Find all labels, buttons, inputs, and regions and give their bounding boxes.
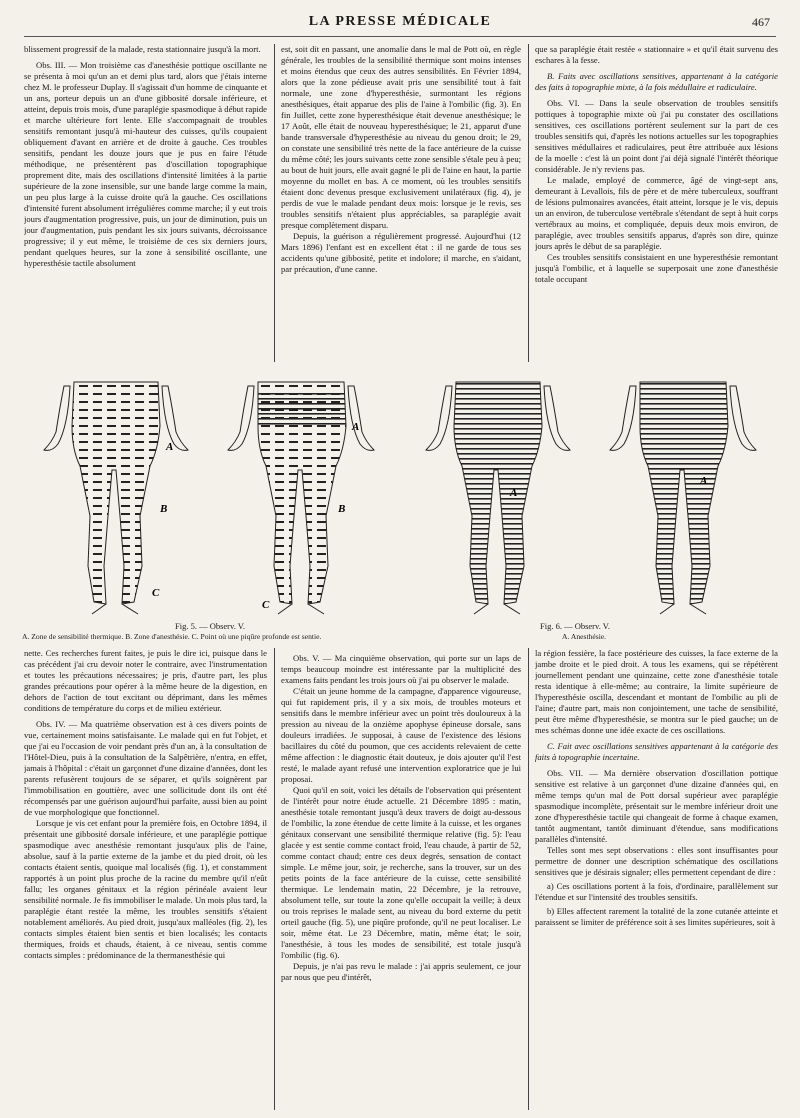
paragraph: Ces troubles sensitifs consistaient en une hyperesthésie remontant jusqu'à l'ombilic, et à laquelle se superposait une zone d'anesthésie totale occupant <box>535 252 778 284</box>
paragraph: est, soit dit en passant, une anomalie dans le mal de Pott où, en règle générale, les troubles de la sensibilité thermique sont moins intenses et moins étendus que ceux des autres sensibilités. En Février 1894, alors que la zone pédieuse avait pris une sensibilité tout à fait normale, une zone d'hyperesthésie, surmontant les régions anesthésiques, était apparue des plis de l'aine à l'ombilic (fig. 3). En fin Juillet, cette zone hyperesthésique était devenue anesthésique; le 17 Août, elle était de nouveau hyperesthésique; le 21, apparut d'une bande transversale d'hyperesthésie au niveau du genou droit; le 29, on constate une sensibilité très nette de la face antérieure de la cuisse du même côté; les jours suivants cette zone sensible s'étale peu à peu; au bout de huit jours, elle avait gagné le pli de l'aine en haut, la partie moyenne du mollet en bas. A ce moment, où les troubles sensitifs étaient donc devenus presque exclusivement unilatéraux (fig. 4), je perdis de vue le malade pendant deux mois: lorsque je le revis, ses troubles sensitifs n'étaient plus appréciables, sa paraplégie avait presque complètement disparu. <box>281 44 521 230</box>
fig5-label-a2: A <box>352 421 360 433</box>
top-column-2 <box>281 44 521 362</box>
figure-5 <box>22 366 397 622</box>
paragraph: Obs. V. — Ma cinquième observation, qui porte sur un laps de temps beaucoup moindre est intéressante par la multiplicité des examens faits pendant les trois jours où j'ai pu observer le malade. <box>281 653 521 685</box>
fig6-label-a2: A <box>700 475 708 487</box>
paragraph: Quoi qu'il en soit, voici les détails de l'observation qui présentent de l'intérêt pour notre étude actuelle. 21 Décembre 1895 : matin, anesthésie totale remontant jusqu'à deux travers de doigt au-dessous de l'ombilic, la zone étendue de cette limite à la cuisse, et les organes génitaux conservant une sensibilité thermique relative (fig. 5): l'eau glacée y est sentie comme contact froid, l'eau chaude, à partir de 52, comme contact chaud; entre ces deux degrés, sensation de contact simple. Le même jour, soir, je recherche, sans la trouver, sur un des petits points de la face antérieure de la cuisse, cette sensibilité thermique. Le lendemain matin, 22 Décembre, je la retrouve, absolument telle, sur toute la zone qu'elle occupait la veille; à deux ou trois reprises le malade sent, au niveau du bord externe du petit orteil gauche (fig. 5), une piqûre profonde, qu'il ne peut localiser. Le soir, même état. Le 23 Décembre, matin, même état; le soir, l'anesthésie, à tous les modes de sensibilité, est totale jusqu'à l'ombilic (fig. 6). <box>281 785 521 960</box>
paragraph: Telles sont mes sept observations : elles sont insuffisantes pour permettre de donner une description schématique des oscillations sensitives que je désirais signaler; elles permettent cependant de dire : <box>535 845 778 877</box>
column-divider <box>528 648 529 1110</box>
body-back-view <box>610 382 756 614</box>
column-divider <box>274 648 275 1110</box>
fig5-label-c2: C <box>262 599 270 611</box>
paragraph: blissement progressif de la malade, resta stationnaire jusqu'à la mort. <box>24 44 261 54</box>
paragraph: Depuis, je n'ai pas revu le malade : j'ai appris seulement, ce jour par nous que peu d'intérêt, <box>281 961 521 982</box>
body-back-view <box>228 382 374 614</box>
bottom-column-3 <box>535 648 778 1110</box>
paragraph: a) Ces oscillations portent à la fois, d'ordinaire, parallèlement sur l'étendue et sur l'intensité des troubles sensitifs. <box>535 881 778 902</box>
paragraph: Le malade, employé de commerce, âgé de vingt-sept ans, demeurant à Levallois, fils de père et de mère tuberculeux, souffrant de lésions pulmonaires avancées, était atteint, lorsque je le vis, depuis un an environ, de tuberculose vertébrale s'étendant de sept à huit corps vertébraux au moins, et compliquée, depuis deux mois environ, de paraplégie, avec troubles sensitifs apparus, d'après son dire, quinze jours après le début de sa paraplégie. <box>535 175 778 251</box>
fig5-caption: Fig. 5. — Observ. V. <box>175 621 245 631</box>
paragraph: C'était un jeune homme de la campagne, d'apparence vigoureuse, qui fut rapidement pris, il y a six mois, de troubles moteurs et sensitifs dans le membre inférieur avec un point très douloureux à la pression au niveau de la onzième apophyse épineuse dorsale, sans douleurs irradiées. Je supposai, à cause de l'existence des lésions bacillaires du côté du poumon, que ces accidents relevaient de cette même affection : le diagnostic était douteux, je dois ajouter qu'il l'est resté, le malade ayant refusé une intervention exploratrice que je lui proposai. <box>281 686 521 784</box>
bottom-column-2 <box>281 648 521 1110</box>
paragraph: nette. Ces recherches furent faites, je puis le dire ici, puisque dans le cas précédent j'ai cru devoir noter le contraire, avec l'instrumentation et toutes les précautions nécessaires; je pris, d'autre part, les plus grandes précautions pour opérer à la même heure de la digestion, en dehors de l'action de tout excitant ou déprimant, dans les mêmes conditions de température du corps et de milieu extérieur. <box>24 648 267 713</box>
paragraph: Obs. VII. — Ma dernière observation d'oscillation pottique sensitive est relative à un garçonnet d'une dizaine d'années qui, en même temps qu'un mal de Pott dorsal supérieur avec paraplégie spasmodique incomplète, présentait sur le membre inférieur droit une zone d'hyperesthésie tactile qui changeait de forme à chaque examen, tantôt augmentant, tantôt diminuant d'étendue, sans modifications parallèles d'intensité. <box>535 768 778 844</box>
fig5-legend: A. Zone de sensibilité thermique. B. Zone d'anesthésie. C. Point où une piqûre profonde est sentie. <box>22 632 322 641</box>
bottom-column-1 <box>24 648 267 1110</box>
fig5-label-b2: B <box>338 503 346 515</box>
paragraph: b) Elles affectent rarement la totalité de la zone cutanée atteinte et paraissent se limiter de préférence soit à ses limites supérieures, soit à <box>535 906 778 927</box>
fig6-caption: Fig. 6. — Observ. V. <box>540 621 610 631</box>
paragraph: Depuis, la guérison a régulièrement progressé. Aujourd'hui (12 Mars 1896) l'enfant est en excellent état : il ne garde de tous ses accidents qu'une gibbosité, petite et indolore; il marche, en s'aidant, par précaution, d'une canne. <box>281 231 521 274</box>
journal-title: LA PRESSE MÉDICALE <box>308 14 492 29</box>
fig6-label-a1: A <box>510 487 518 499</box>
fig6-legend: A. Anesthésie. <box>562 632 607 641</box>
column-divider <box>274 44 275 362</box>
figure-5-body-diagrams <box>22 366 397 622</box>
section-heading: B. Faits avec oscillations sensitives, appartenant à la catégorie des faits à topographie mixte, à la fois médullaire et radiculaire. <box>535 71 778 92</box>
figure-6-body-diagrams <box>404 366 780 622</box>
running-header <box>24 14 776 37</box>
body-front-view <box>44 382 188 614</box>
column-divider <box>528 44 529 362</box>
body-front-view <box>426 382 570 614</box>
paragraph: Obs. VI. — Dans la seule observation de troubles sensitifs pottiques à topographie mixte où j'ai pu constater des oscillations sensitives, ces oscillations portèrent seulement sur la part de ces troubles sensitifs qui, d'après les notions actuelles sur les topographies sensitives médullaires et radiculaires, peut être attribuée aux lésions de la moelle : c'est là un point dont j'ai déjà signalé l'intérêt théorique considérable. Je n'y reviens pas. <box>535 98 778 174</box>
paragraph: Obs. III. — Mon troisième cas d'anesthésie pottique oscillante ne se présenta à moi qu'un an et demi plus tard, alors que j'étais interne chez M. le professeur Duplay. Il s'agissait d'un homme de cinquante et un ans, porteur depuis un an d'une gibbosité dorsale inférieure, et atteint, depuis trois mois, d'une paraplégie spasmodique à début rapide et marche ultérieure fort lente. Elle s'accompagnait de troubles sensitifs remontant jusqu'à mi-hauteur des cuisses, qu'ils coupaient obliquement d'avant en arrière et de droite à gauche. Ces troubles sensitifs, pendant les douze jours que je pus en faire l'étude méthodique, ne présentèrent pas d'oscillation topographique proprement dite, mais des oscillations d'intensité limitées à la partie supérieure de la zone insensible, sur une bande large comme la main, un peu plus large à la cuisse droite qu'à la gauche. Ces oscillations d'intensité furent absolument irrégulières comme marche; il y eut trois jours d'augmentation progressive, puis, un jour de diminution, puis un jour d'augmentation, puis pendant les six jours suivants, décroissance progressive; il y eut même, le troisième de ces six derniers jours, pendant quelques heures, sur la zone à sensibilité oscillante, une hyperesthésie tactile absolument <box>24 60 267 268</box>
top-column-3 <box>535 44 778 362</box>
top-column-1 <box>24 44 267 362</box>
section-heading: C. Fait avec oscillations sensitives appartenant à la catégorie des faits à topographie incertaine. <box>535 741 778 762</box>
paragraph: Obs. IV. — Ma quatrième observation est à ces divers points de vue, certainement moins satisfaisante. Le malade qui en fut l'objet, et que j'ai eu l'occasion de voir pendant près d'un an, à la consultation de l'Hôtel-Dieu, puis à la consultation de la Salpêtrière, n'entra, en effet, jamais à l'hôpital : c'était un garçonnet d'une dizaine d'années, dont les parents refusèrent toujours de se séparer, et qu'ils soignèrent par l'immobilisation en gouttière, avec une sollicitude dont ils ont été récompensés par une guérison aujourd'hui parfaite, aussi bien au point de vue morphologique que fonctionnel. <box>24 719 267 817</box>
paragraph: la région fessière, la face postérieure des cuisses, la face externe de la jambe droite et le pied droit. A tous les examens, qui se répétèrent journellement pendant une quinzaine, cette zone d'anesthésie totale resta identique à elle-même; au contraire, la limite supérieure de l'hyperesthésie oscilla, descendant et montant de l'ombilic au pli de l'aine; d'autre part, mais non conjointement, une tache de sensibilité, peut être même d'hyperesthésie, se montra sur le pied gauche; un de mes schémas donne une idée exacte de ces oscillations. <box>535 648 778 735</box>
page-number: 467 <box>752 15 770 29</box>
paragraph: Lorsque je vis cet enfant pour la première fois, en Octobre 1894, il présentait une gibbosité dorsale inférieure, et une paraplégie pottique spasmodique avec anesthésie remontant jusqu'aux plis de l'aine, absolue, sauf à la partie externe de la jambe et du pied droit, où les contacts étaient sentis, quoique mal localisés (fig. 1), et constamment rapportés à un point plus proche de la racine du membre qu'il n'eût fallu; les organes génitaux et la région périnéale avaient leur sensibilité normale. Je fis immobiliser le malade. Un mois plus tard, la paraplégie étant restée la même, les troubles sensitifs s'étaient notablement améliorés. Au pied droit, jusqu'aux malléoles (fig. 2), les contacts simples étaient bien sentis et bien localisés; les contacts thermiques, froids et chauds, étaient, à ce niveau, sentis comme contacts simples : prédominance de la thermanesthésie qui <box>24 818 267 960</box>
fig5-label-a1: A <box>166 441 174 453</box>
fig5-label-c1: C <box>152 587 160 599</box>
paragraph: que sa paraplégie était restée « stationnaire » et qu'il était survenu des eschares à la fesse. <box>535 44 778 65</box>
figure-6 <box>404 366 780 622</box>
fig5-label-b1: B <box>160 503 168 515</box>
